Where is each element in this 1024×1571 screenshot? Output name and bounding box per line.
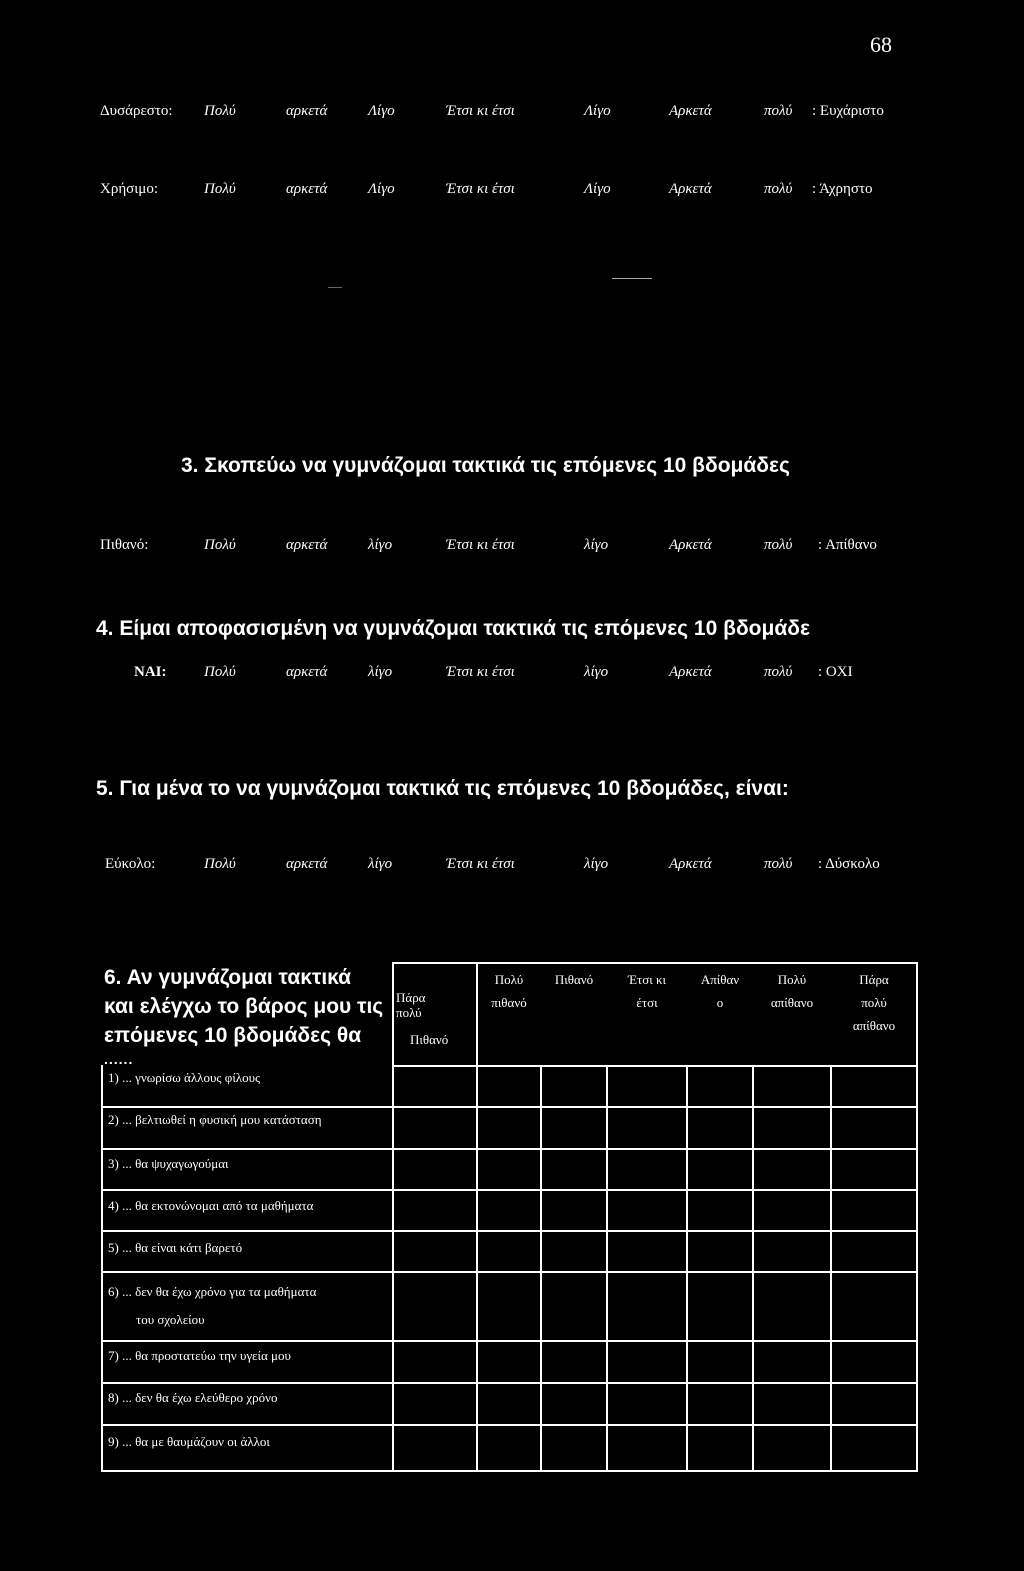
question-6-title bbox=[104, 963, 394, 1066]
header-line: Πιθανό bbox=[410, 1032, 449, 1047]
table-row-border bbox=[392, 1065, 918, 1067]
table-bottom-border bbox=[101, 1470, 918, 1472]
scale-row-q4 bbox=[0, 664, 1024, 688]
table-row-border bbox=[101, 1424, 918, 1426]
divider-mark bbox=[612, 278, 652, 279]
scale-word: πολύ bbox=[764, 181, 793, 197]
scale-row-useful bbox=[0, 181, 1024, 205]
scale-word: Αρκετά bbox=[669, 181, 712, 197]
table-col-border bbox=[540, 1065, 542, 1472]
column-header bbox=[542, 968, 606, 991]
table-row-label: του σχολείου bbox=[136, 1312, 205, 1327]
header-line: Πολύ bbox=[777, 972, 807, 987]
scale-word: Αρκετά bbox=[669, 664, 712, 680]
header-line: Πολύ bbox=[494, 972, 524, 987]
table-row-label: 8) ... δεν θα έχω ελεύθερο χρόνο bbox=[108, 1390, 278, 1405]
scale-word: Έτσι κι έτσι bbox=[446, 537, 515, 553]
table-col-border bbox=[476, 962, 478, 1472]
table-row-label: 3) ... θα ψυχαγωγούμαι bbox=[108, 1156, 229, 1171]
scale-word: Λίγο bbox=[584, 181, 611, 197]
table-col-border bbox=[916, 962, 918, 1472]
header-line: πολύ bbox=[861, 995, 887, 1010]
page-number: 68 bbox=[870, 32, 892, 57]
table-row-label: 6) ... δεν θα έχω χρόνο για τα μαθήματα bbox=[108, 1284, 317, 1299]
scale-row-q3 bbox=[0, 537, 1024, 561]
scale-left-label: Πιθανό: bbox=[100, 537, 149, 553]
scale-right-label: : Άχρηστο bbox=[812, 181, 873, 197]
question-6-line: επόμενες 10 βδομάδες θα bbox=[104, 1024, 362, 1047]
table-col-border bbox=[686, 1065, 688, 1472]
scale-word: Αρκετά bbox=[669, 537, 712, 553]
header-line: Πιθανό bbox=[554, 972, 594, 987]
column-header bbox=[754, 968, 830, 1014]
scale-word: λίγο bbox=[368, 856, 393, 872]
table-top-border bbox=[392, 962, 918, 964]
scale-word: Έτσι κι έτσι bbox=[446, 664, 515, 680]
table-row-border bbox=[101, 1340, 918, 1342]
scale-word: Πολύ bbox=[204, 856, 236, 872]
scale-word: πολύ bbox=[764, 856, 793, 872]
scale-word: Πολύ bbox=[204, 181, 236, 197]
scale-word: λίγο bbox=[368, 537, 393, 553]
scale-word: Πολύ bbox=[204, 537, 236, 553]
table-col-border bbox=[392, 962, 394, 1472]
scale-left-label: Χρήσιμο: bbox=[100, 181, 158, 197]
table-row-border bbox=[101, 1148, 918, 1150]
scale-word: Έτσι κι έτσι bbox=[446, 856, 515, 872]
question-5-title: 5. Για μένα το να γυμνάζομαι τακτικά τις επόμενες 10 βδομάδες, είναι: bbox=[96, 777, 789, 800]
scale-word: πολύ bbox=[764, 537, 793, 553]
header-line: πολύ bbox=[396, 1005, 422, 1020]
scale-row-pleasant bbox=[0, 103, 1024, 127]
scale-word: Πολύ bbox=[204, 103, 236, 119]
table-row-border bbox=[101, 1382, 918, 1384]
scale-right-label: : ΟΧΙ bbox=[818, 664, 853, 680]
header-line: Έτσι κι bbox=[627, 972, 667, 987]
table-row-label: 5) ... θα είναι κάτι βαρετό bbox=[108, 1240, 243, 1255]
question-6-line: και ελέγχω το βάρος μου τις bbox=[104, 995, 384, 1018]
scale-word: αρκετά bbox=[286, 181, 328, 197]
header-line: ο bbox=[716, 995, 724, 1010]
question-4-title: 4. Είμαι αποφασισμένη να γυμνάζομαι τακτικά τις επόμενες 10 βδομάδε bbox=[96, 617, 810, 640]
table-row-border bbox=[101, 1230, 918, 1232]
scale-word: Αρκετά bbox=[669, 856, 712, 872]
table-row-label: 4) ... θα εκτονώνομαι από τα μαθήματα bbox=[108, 1198, 314, 1213]
table-col-border bbox=[830, 1065, 832, 1472]
header-line: Πάρα bbox=[859, 972, 889, 987]
scale-row-q5 bbox=[0, 856, 1024, 880]
scale-word: Έτσι κι έτσι bbox=[446, 181, 515, 197]
table-row-border bbox=[101, 1271, 918, 1273]
scale-right-label: : Απίθανο bbox=[818, 537, 877, 553]
table-row-border bbox=[101, 1189, 918, 1191]
column-header bbox=[478, 968, 540, 1014]
scale-word: Έτσι κι έτσι bbox=[446, 103, 515, 119]
scale-word: Πολύ bbox=[204, 664, 236, 680]
scale-word: Λίγο bbox=[368, 181, 395, 197]
column-header bbox=[832, 968, 916, 1037]
scale-word: πολύ bbox=[764, 103, 793, 119]
header-line: απίθανο bbox=[770, 995, 814, 1010]
table-col-border bbox=[606, 1065, 608, 1472]
header-line: Απίθαν bbox=[700, 972, 740, 987]
scale-left-label: ΝΑΙ: bbox=[134, 664, 167, 680]
scale-word: αρκετά bbox=[286, 537, 328, 553]
table-col-border bbox=[752, 1065, 754, 1472]
scale-word: πολύ bbox=[764, 664, 793, 680]
column-header bbox=[608, 968, 686, 1014]
scale-right-label: : Δύσκολο bbox=[818, 856, 880, 872]
scale-word: Αρκετά bbox=[669, 103, 712, 119]
table-left-border bbox=[101, 1065, 103, 1472]
scale-word: Λίγο bbox=[584, 103, 611, 119]
scale-word: λίγο bbox=[584, 537, 609, 553]
question-3-title: 3. Σκοπεύω να γυμνάζομαι τακτικά τις επόμενες 10 βδομάδες bbox=[181, 454, 790, 477]
scale-word: λίγο bbox=[368, 664, 393, 680]
divider-mark bbox=[328, 287, 342, 288]
header-line: απίθανο bbox=[852, 1018, 896, 1033]
column-header bbox=[688, 968, 752, 1014]
header-line: Πάρα bbox=[396, 990, 426, 1005]
scale-word: αρκετά bbox=[286, 103, 328, 119]
scale-word: αρκετά bbox=[286, 856, 328, 872]
table-row-label: 2) ... βελτιωθεί η φυσική μου κατάσταση bbox=[108, 1112, 322, 1127]
scale-right-label: : Ευχάριστο bbox=[812, 103, 884, 119]
scale-word: αρκετά bbox=[286, 664, 328, 680]
question-6-dots: ...... bbox=[104, 1051, 134, 1067]
header-line: πιθανό bbox=[491, 995, 527, 1010]
scale-word: λίγο bbox=[584, 856, 609, 872]
scale-left-label: Δυσάρεστο: bbox=[100, 103, 173, 119]
table-row-label: 9) ... θα με θαυμάζουν οι άλλοι bbox=[108, 1434, 270, 1449]
scale-word: Λίγο bbox=[368, 103, 395, 119]
header-line: έτσι bbox=[636, 995, 658, 1010]
question-6-line: 6. Αν γυμνάζομαι τακτικά bbox=[104, 966, 352, 989]
table-row-label: 7) ... θα προστατεύω την υγεία μου bbox=[108, 1348, 291, 1363]
scale-left-label: Εύκολο: bbox=[105, 856, 156, 872]
scale-word: λίγο bbox=[584, 664, 609, 680]
table-row-label: 1) ... γνωρίσω άλλους φίλους bbox=[108, 1070, 261, 1085]
column-header bbox=[396, 986, 456, 1051]
